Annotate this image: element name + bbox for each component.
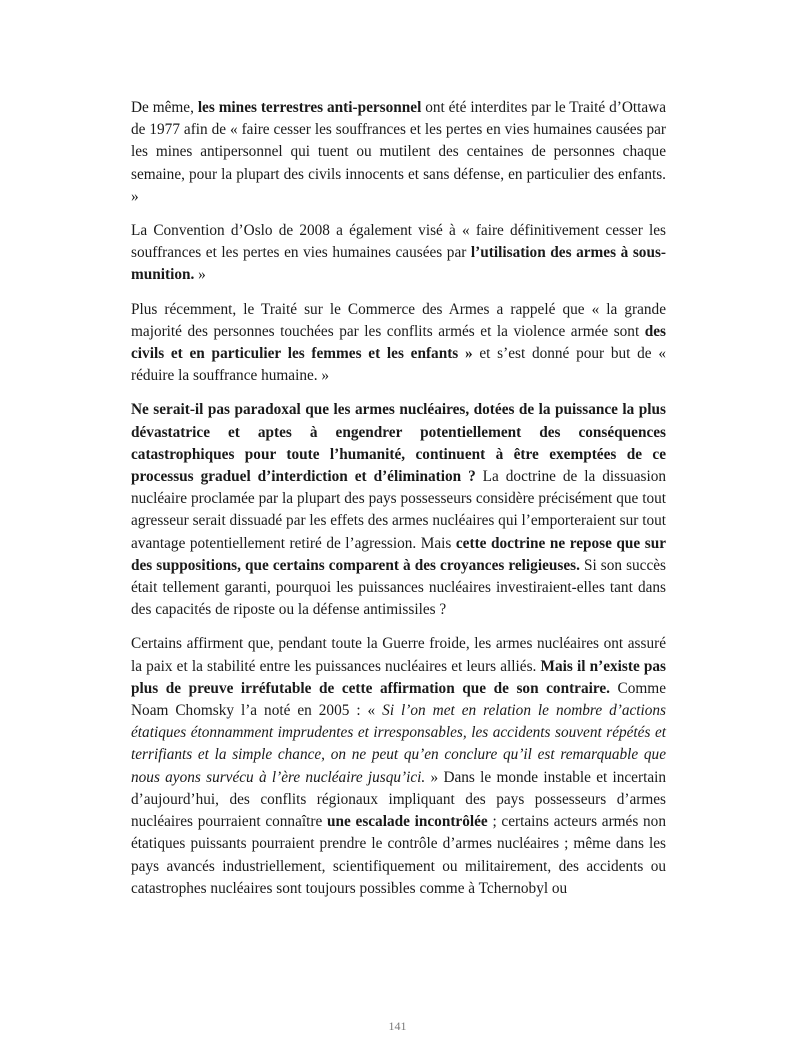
bold-text-run: les mines terrestres anti-personnel: [197, 99, 422, 116]
page-number: 141: [388, 1019, 407, 1033]
text-run: Comme Noam Chomsky l’a noté en 2005 : «: [131, 679, 666, 720]
text-run: »: [194, 266, 206, 284]
italic-text-run: Si l’on met en relation le nombre d’actions étatiques étonnamment imprudentes et irresponsables, les accidents souvent répétés et terrifiants et la simple chance, on ne peut qu’en conclure qu’il est remarquable que nous ayons survécu à l’ère nucléaire jusqu’ici.: [131, 702, 667, 786]
paragraph-1: [131, 97, 666, 208]
bold-text-run: Mais il n’existe pas plus de preuve irréfutable de cette affirmation que de son contraire.: [131, 657, 666, 697]
text-run: ont été interdites par le Traité d’Ottawa de 1977 afin de « faire cesser les souffrances et les pertes en vies humaines causées par les mines antipersonnel qui tuent ou mutilent des centaines de personnes chaque semaine, pour la plupart des civils innocents et sans défense, en particulier des enfants. »: [131, 99, 667, 205]
bold-text-run: une escalade incontrôlée: [326, 813, 488, 831]
text-run: et s’est donné pour but de « réduire la souffrance humaine. »: [131, 345, 666, 385]
bold-text-run: Ne serait-il pas paradoxal que les armes nucléaires, dotées de la puissance la plus dévastatrice et aptes à engendrer potentiellement des conséquences catastrophiques pour toute l’humanité, continuent à être exemptées de ce processus graduel d’interdiction et d’élimination ?: [131, 401, 666, 486]
text-run: Certains affirment que, pendant toute la Guerre froide, les armes nucléaires ont assuré la paix et la stabilité entre les puissances nucléaires et leurs alliés.: [131, 635, 666, 675]
paragraph-5: [131, 633, 666, 899]
text-run: » Dans le monde instable et incertain d’aujourd’hui, des conflits régionaux impliquant des pays possesseurs d’armes nucléaires pourraient connaître: [131, 768, 667, 831]
text-run: Plus récemment, le Traité sur le Commerce des Armes a rappelé que « la grande majorité des personnes touchées par les conflits armés et la violence armée sont: [131, 300, 666, 340]
bold-text-run: des civils et en particulier les femmes et les enfants »: [131, 322, 666, 363]
bold-text-run: cette doctrine ne repose que sur des suppositions, que certains comparent à des croyances religieuses.: [131, 534, 666, 574]
text-run: De même,: [131, 99, 198, 116]
text-run: La doctrine de la dissuasion nucléaire proclamée par la plupart des pays possesseurs considère précisément que tout agresseur serait dissuadé par les effets des armes nucléaires qui l’emporteraient sur tout avantage potentiellement retiré de l’agression. Mais: [131, 468, 666, 552]
bold-text-run: l’utilisation des armes à sous-munition.: [131, 244, 666, 284]
text-run: Si son succès était tellement garanti, pourquoi les puissances nucléaires investiraient-elles tant dans des capacités de riposte ou la défense antimissiles ?: [131, 556, 666, 619]
text-run: ; certains acteurs armés non étatiques puissants pourraient prendre le contrôle d’armes nucléaires ; même dans les pays avancés industriellement, scientifiquement ou militairement, des accidents ou catastrophes nucléaires sont toujours possibles comme à Tchernobyl ou: [131, 813, 666, 897]
paragraph-3: [131, 299, 666, 388]
paragraph-2: [131, 220, 666, 287]
text-run: La Convention d’Oslo de 2008 a également visé à « faire définitivement cesser les souffrances et les pertes en vies humaines causées par: [131, 222, 666, 262]
document-body: [131, 97, 666, 912]
paragraph-4: [131, 399, 666, 621]
